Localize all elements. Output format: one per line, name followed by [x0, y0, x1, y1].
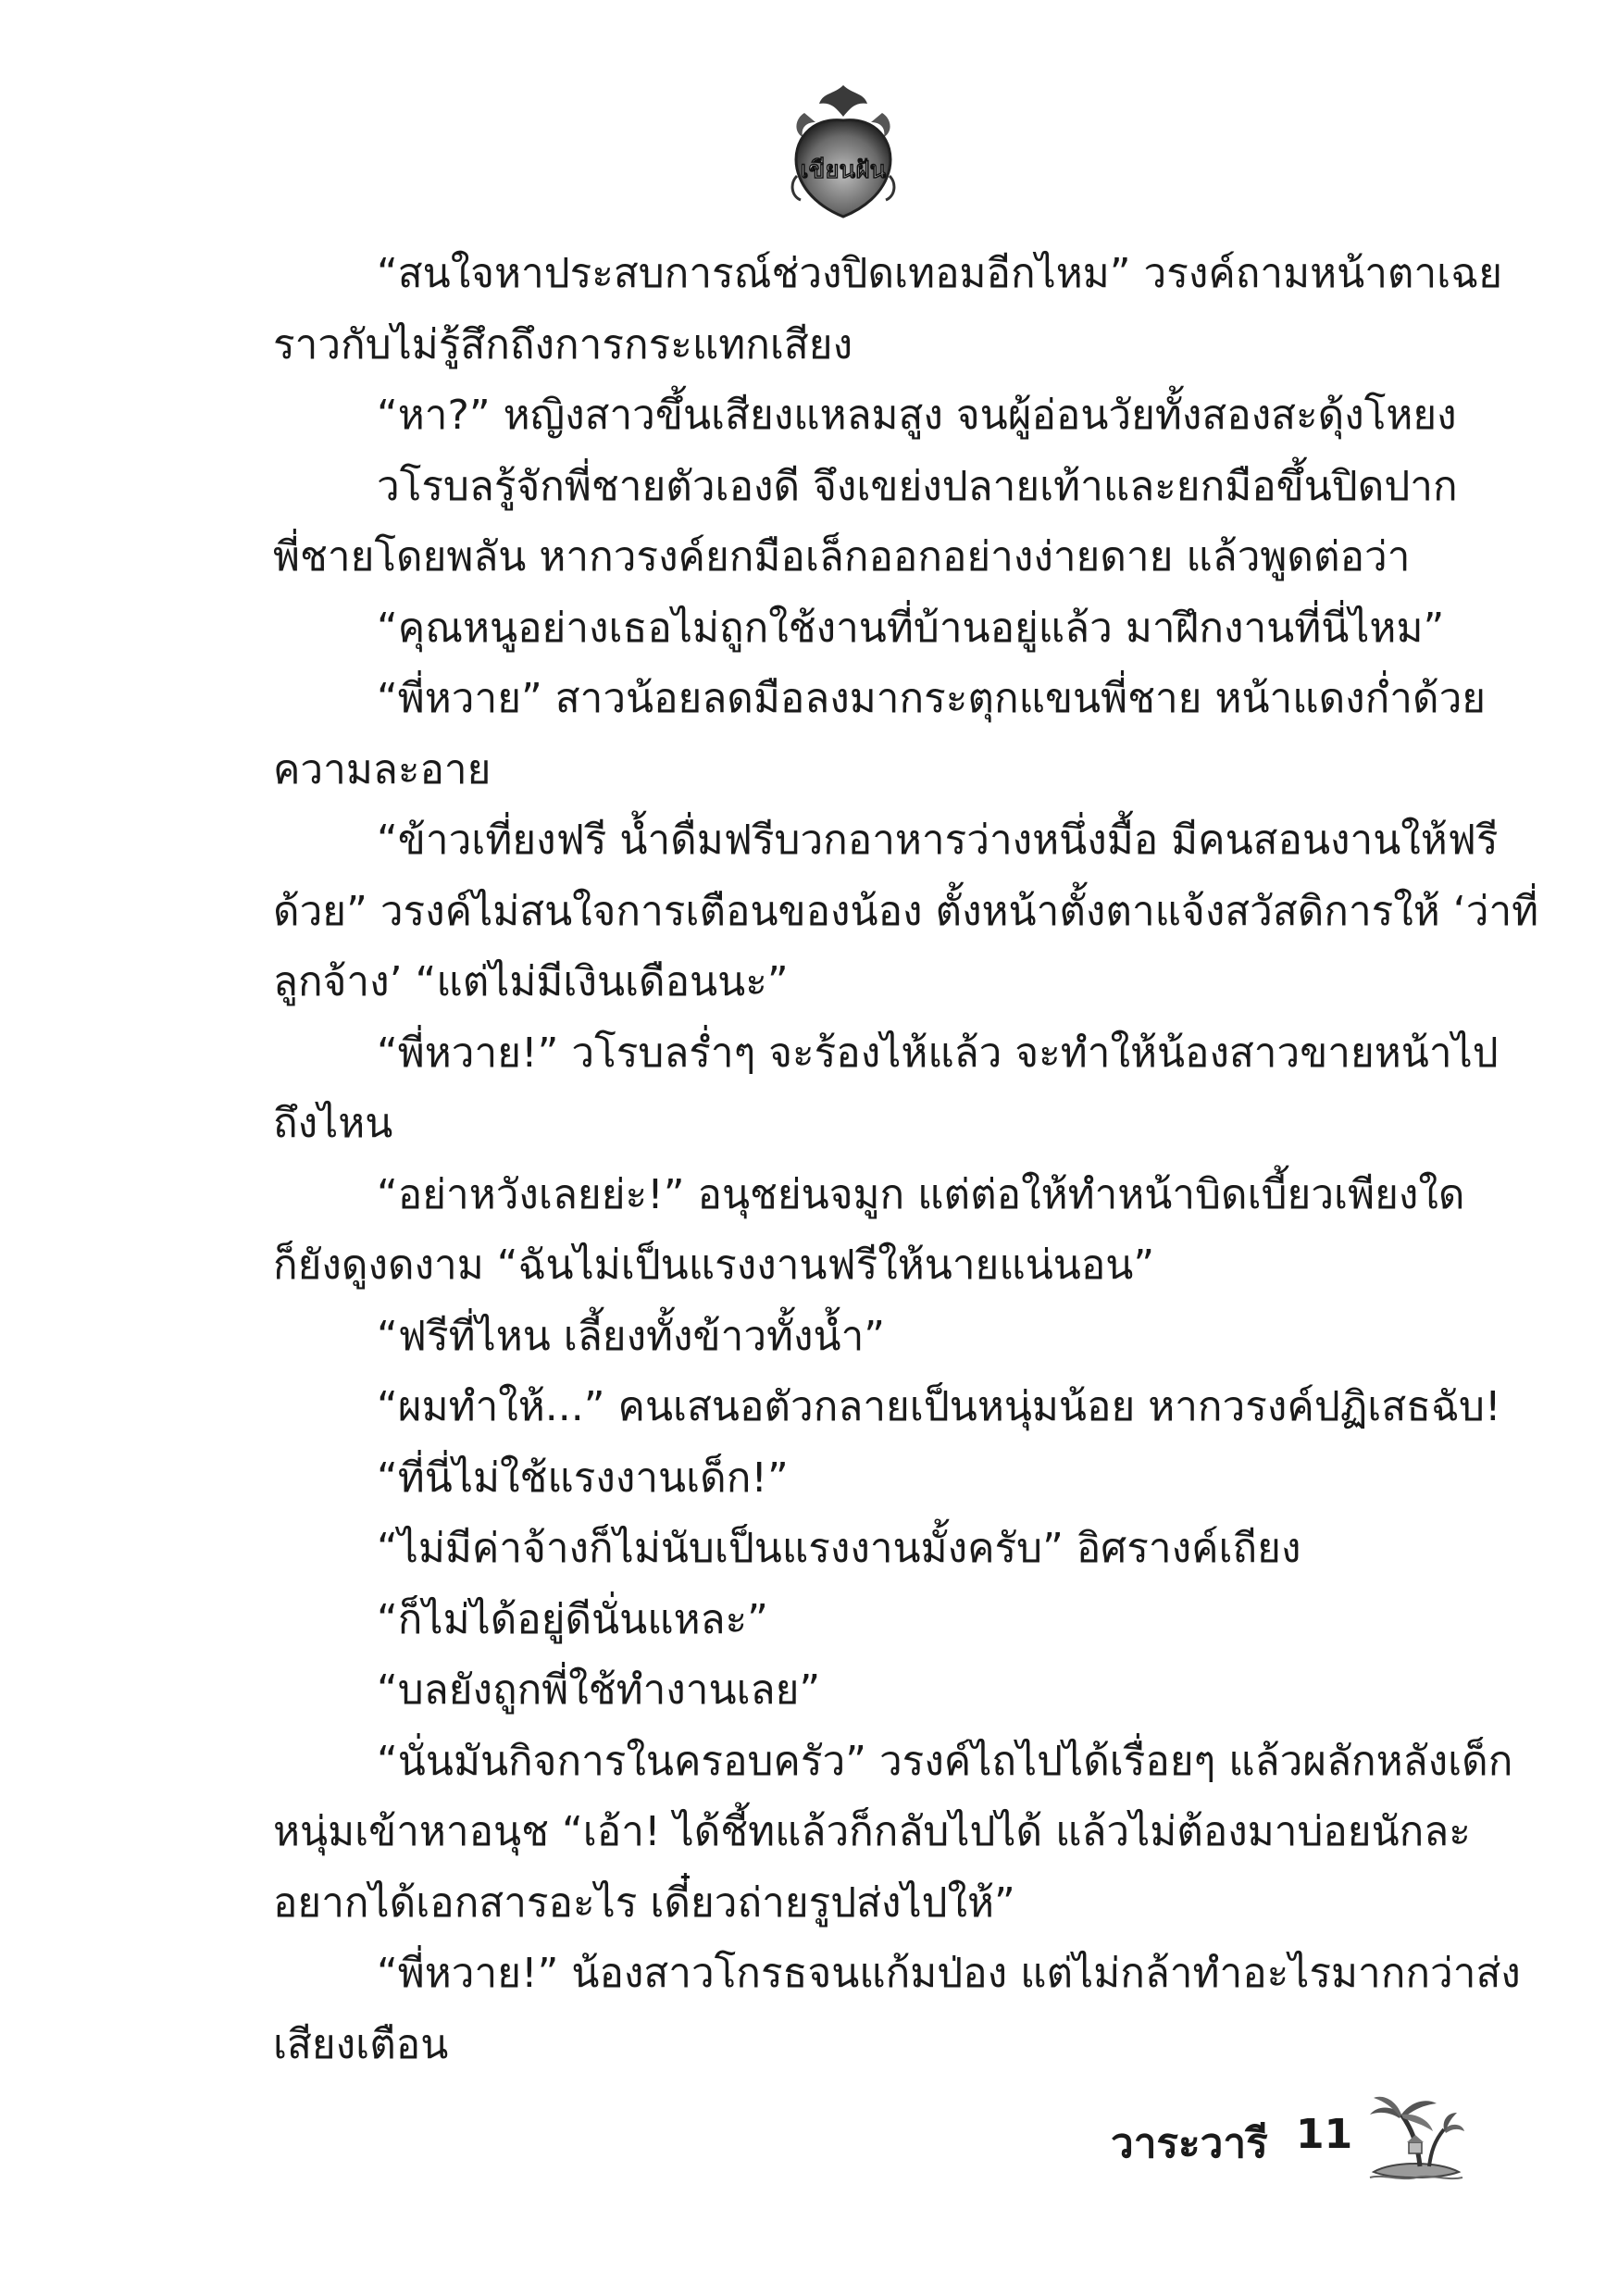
paragraph-line: ราวกับไม่รู้สึกถึงการกระแทกเสียง [273, 320, 853, 368]
paragraph-line: “หา?” หญิงสาวขึ้นเสียงแหลมสูง จนผู้อ่อนวัยทั้งสองสะดุ้งโหยง [377, 392, 1457, 439]
paragraph-line: “พี่หวาย!” วโรบลร่ำๆ จะร้องไห้แล้ว จะทำให้น้องสาวขายหน้าไป [377, 1029, 1499, 1077]
paragraph-line: ก็ยังดูงดงาม “ฉันไม่เป็นแรงงานฟรีให้นายแน่นอน” [273, 1242, 1155, 1289]
paragraph-line: “ฟรีที่ไหน เลี้ยงทั้งข้าวทั้งน้ำ” [377, 1312, 886, 1360]
paragraph-line: “นั่นมันกิจการในครอบครัว” วรงค์ไถไปได้เรื่อยๆ แล้วผลักหลังเด็ก [377, 1737, 1513, 1785]
paragraph-line: ลูกจ้าง’ “แต่ไม่มีเงินเดือนนะ” [273, 958, 789, 1005]
paragraph-line: พี่ชายโดยพลัน หากวรงค์ยกมือเล็กออกอย่างง่ายดาย แล้วพูดต่อว่า [273, 533, 1411, 580]
ornament-logo-icon [778, 80, 908, 220]
paragraph-line: “พี่หวาย” สาวน้อยลดมือลงมากระตุกแขนพี่ชาย หน้าแดงก่ำด้วย [377, 675, 1487, 722]
logo-text: เขียนฝัน [800, 156, 887, 184]
paragraph-line: “พี่หวาย!” น้องสาวโกรธจนแก้มป่อง แต่ไม่กล้าทำอะไรมากกว่าส่ง [377, 1950, 1521, 1997]
paragraph-line: “อย่าหวังเลยย่ะ!” อนุชย่นจมูก แต่ต่อให้ทำหน้าบิดเบี้ยวเพียงใด [377, 1170, 1465, 1218]
paragraph-line: “ไม่มีค่าจ้างก็ไม่นับเป็นแรงงานมั้งครับ” อิศรางค์เถียง [377, 1525, 1301, 1572]
paragraph-line: “บลยังถูกพี่ใช้ทำงานเลย” [377, 1666, 821, 1714]
paragraph-line: เสียงเตือน [273, 2020, 449, 2068]
paragraph-line: “ที่นี่ไม่ใช้แรงงานเด็ก!” [377, 1454, 789, 1502]
paragraph-line: ความละอาย [273, 745, 492, 793]
paragraph-line: วโรบลรู้จักพี่ชายตัวเองดี จึงเขย่งปลายเท้าและยกมือขึ้นปิดปาก [377, 462, 1458, 510]
paragraph-line: “ก็ไม่ได้อยู่ดีนั่นแหละ” [377, 1595, 768, 1643]
body-text [273, 239, 1539, 2080]
page-number: 11 [1296, 2111, 1353, 2158]
paragraph-line: ด้วย” วรงค์ไม่สนใจการเตือนของน้อง ตั้งหน้าตั้งตาแจ้งสวัสดิการให้ ‘ว่าที่ [273, 887, 1539, 935]
paragraph-line: “คุณหนูอย่างเธอไม่ถูกใช้งานที่บ้านอยู่แล้ว มาฝึกงานที่นี่ไหม” [377, 604, 1445, 652]
paragraph-line: ถึงไหน [273, 1100, 393, 1147]
paragraph-line: หนุ่มเข้าหาอนุช “เอ้า! ได้ชี้ทแล้วก็กลับไปได้ แล้วไม่ต้องมาบ่อยนักละ [273, 1808, 1471, 1855]
paragraph-line: อยากได้เอกสารอะไร เดี๋ยวถ่ายรูปส่งไปให้” [273, 1878, 1015, 1927]
paragraph-line: “สนใจหาประสบการณ์ช่วงปิดเทอมอีกไหม” วรงค์ถามหน้าตาเฉย [377, 250, 1502, 297]
paragraph-line: “ข้าวเที่ยงฟรี น้ำดื่มฟรีบวกอาหารว่างหนึ่งมื้อ มีคนสอนงานให้ฟรี [377, 817, 1499, 864]
book-title: วาระวารี [1111, 2120, 1268, 2167]
palm-island-icon [1364, 2087, 1466, 2189]
header-logo [778, 80, 908, 220]
paragraph-line: “ผมทำให้...” คนเสนอตัวกลายเป็นหนุ่มน้อย หากวรงค์ปฏิเสธฉับ! [377, 1383, 1501, 1430]
page-footer [1111, 2087, 1481, 2189]
